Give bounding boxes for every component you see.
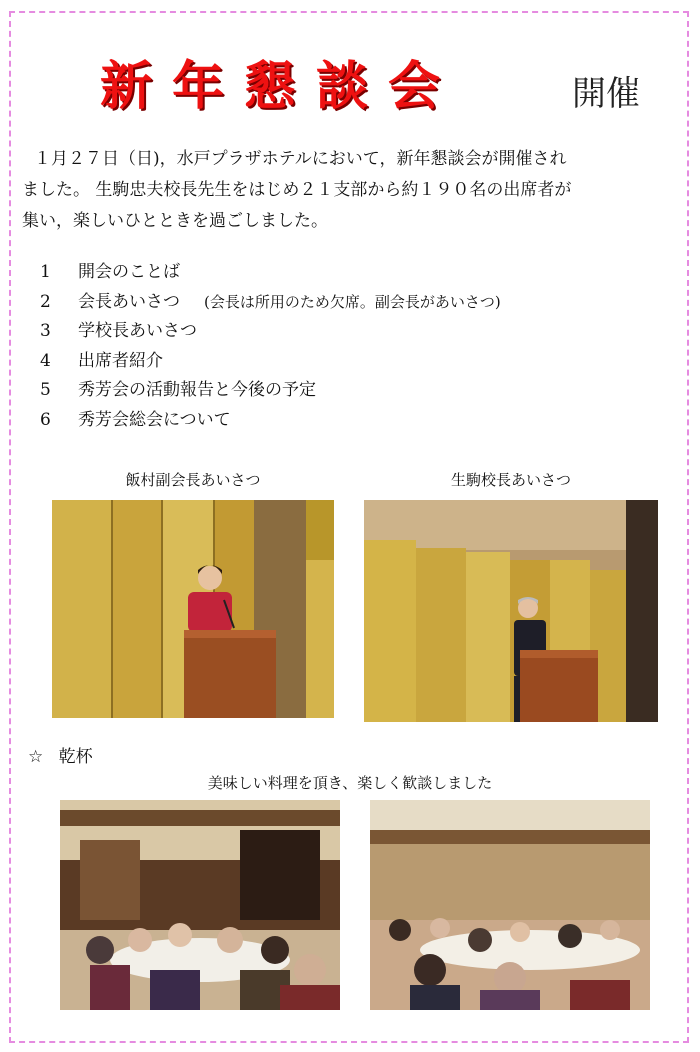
agenda-list (40, 258, 501, 436)
agenda-item: 6 秀芳会総会について (40, 409, 231, 430)
toast-caption: 美味しい料理を頂き、楽しく歓談しました (207, 774, 493, 792)
intro-line: １月２７日（日)，水戸プラザホテルにおいて，新年懇談会が開催され (34, 149, 567, 169)
page-title: 新年懇談会 (100, 57, 461, 117)
photo-principal-speech (364, 500, 658, 722)
toast-heading (28, 742, 93, 767)
toast-label: 乾杯 (58, 747, 93, 767)
star-icon: ☆ (28, 747, 44, 767)
photo-vice-president-speech (52, 500, 334, 718)
photo-caption-left: 飯村副会長あいさつ (125, 471, 261, 489)
agenda-item: 4 出席者紹介 (40, 350, 163, 371)
intro-line: 集い，楽しいひとときを過ごしました。 (22, 211, 328, 231)
intro-paragraph (22, 144, 682, 237)
title-row (0, 44, 700, 124)
agenda-item: 1 開会のことば (40, 262, 180, 282)
agenda-item: 5 秀芳会の活動報告と今後の予定 (40, 380, 316, 401)
page-subtitle: 開催 (572, 74, 640, 114)
agenda-note: (会長は所用のため欠席。副会長があいさつ) (204, 292, 501, 311)
photo-caption-right: 生駒校長あいさつ (450, 471, 571, 489)
agenda-item: 2 会長あいさつ (会長は所用のため欠席。副会長があいさつ) (40, 291, 501, 312)
photo-banquet-right (370, 800, 650, 1010)
agenda-item: 3 学校長あいさつ (40, 321, 197, 342)
photo-banquet-left (60, 800, 340, 1010)
intro-line: ました。 生駒忠夫校長先生をはじめ２１支部から約１９０名の出席者が (22, 180, 572, 200)
